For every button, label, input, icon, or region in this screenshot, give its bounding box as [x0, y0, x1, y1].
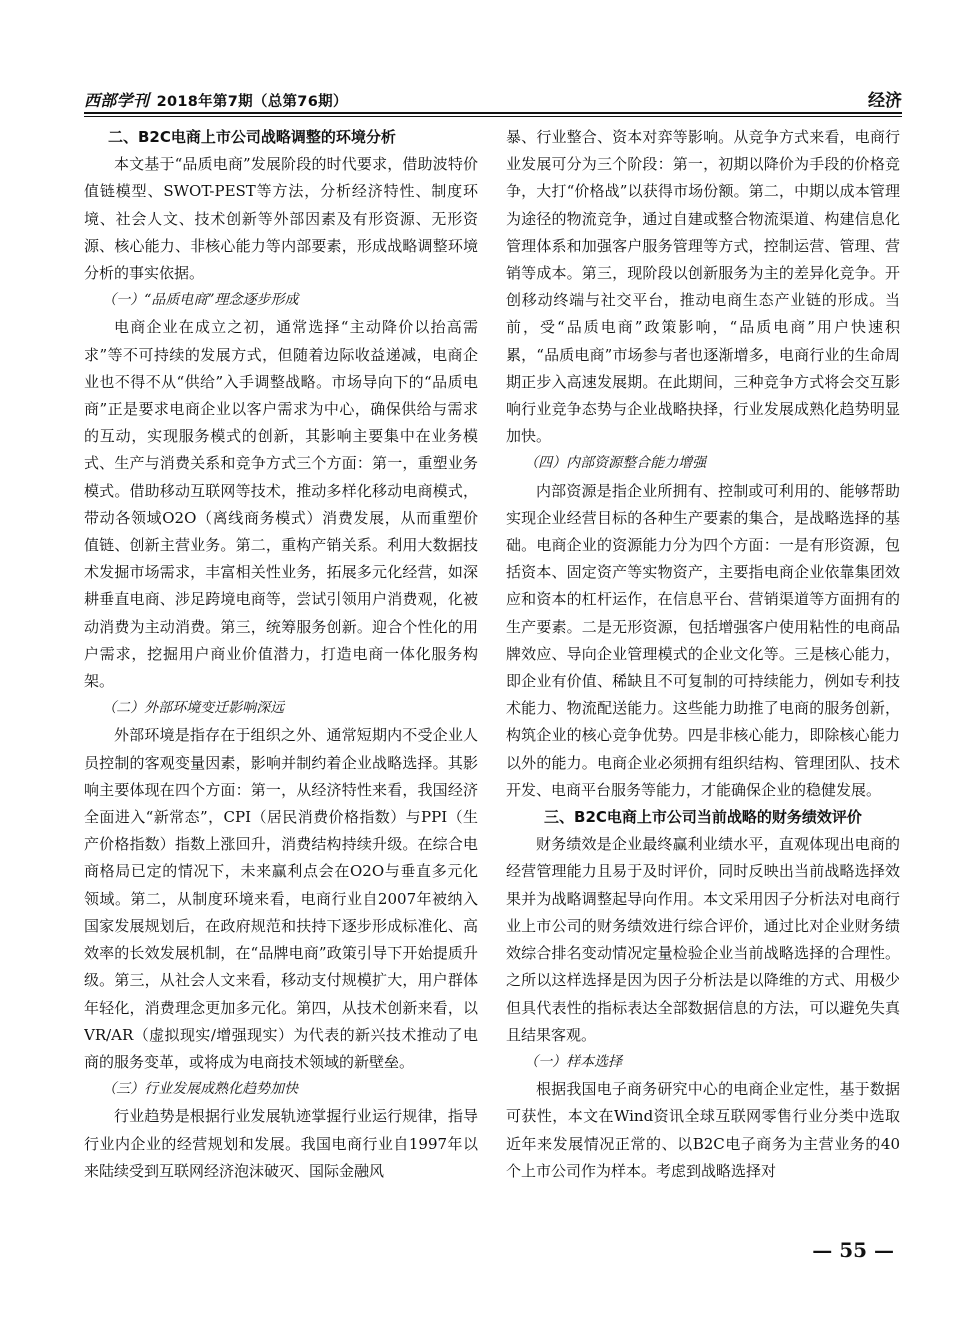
subsection-heading-5: （一）样本选择: [524, 1053, 623, 1070]
header-rule-thin: [84, 116, 902, 117]
paragraph-quality-ecommerce: 电商企业在成立之初，通常选择“主动降价以抬高需求”等不可持续的发展方式，但随着边际收益递减，电商企业也不得不从“供给”入手调整战略。市场导向下的“品质电商”正是要求电商企业以客户需求为中心，确保供给与需求的互动，实现服务模式的创新，其影响主要集中在业务模式、生产与消费关系和竞争方式三个方面：第一，重塑业务模式。借助移动互联网等技术，推动多样化移动电商模式，带动各领域O2O（离线商务模式）消费发展，从而重塑价值链、创新主营业务。第二，重构产销关系。利用大数据技术发掘市场需求，丰富相关性业务，拓展多元化经营，如深耕垂直电商、涉足跨境电商等，尝试引领用户消费观，化被动消费为主动消费。第三，统筹服务创新。迎合个性化的用户需求，挖掘用户商业价值潜力，打造电商一体化服务构架。: [84, 318, 478, 691]
paragraph-intro: 本文基于“品质电商”发展阶段的时代要求，借助波特价值链模型、SWOT-PEST等方法，分析经济特性、制度环境、社会人文、技术创新等外部因素及有形资源、无形资源、核心能力、非核心能力等内部要素，形成战略调整环境分析的事实依据。: [84, 155, 478, 283]
subsection-heading-1: （一）“品质电商”理念逐步形成: [102, 292, 299, 309]
paragraph-external-environment: 外部环境是指存在于组织之外、通常短期内不受企业人员控制的客观变量因素，影响并制约着企业战略选择。其影响主要体现在四个方面：第一，从经济特性来看，我国经济全面进入“新常态”，CPI（居民消费价格指数）与PPI（生产价格指数）指数上涨回升，消费结构持续升级。在综合电商格局已定的情况下，未来赢利点会在O2O与垂直多元化领域。第二，从制度环境来看，电商行业自2007年被纳入国家发展规划后，在政府规范和扶持下逐步形成标准化、高效率的长效发展机制，在“品牌电商”政策引导下开始提质升级。第三，从社会人文来看，移动支付规模扩大，用户群体年轻化，消费理念更加多元化。第四，从技术创新来看，以VR/AR（虚拟现实/增强现实）为代表的新兴技术推动了电商的服务变革，或将成为电商技术领域的新壁垒。: [84, 726, 478, 1071]
page-number: — 55 —: [812, 1238, 894, 1262]
left-column: [84, 124, 478, 1234]
subsection-heading-4: （四）内部资源整合能力增强: [524, 455, 707, 472]
subsection-heading-3: （三）行业发展成熟化趋势加快: [102, 1081, 299, 1098]
paragraph-industry-trend: 行业趋势是根据行业发展轨迹掌握行业运行规律，指导行业内企业的经营规划和发展。我国电商行业自1997年以来陆续受到互联网经济泡沫破灭、国际金融风: [84, 1107, 478, 1180]
page-header: [84, 84, 902, 114]
paragraph-industry-trend-cont: 暴、行业整合、资本对弈等影响。从竞争方式来看，电商行业发展可分为三个阶段：第一，初期以降价为手段的价格竞争，大打“价格战”以获得市场份额。第二，中期以成本管理为途径的物流竞争，通过自建或整合物流渠道、构建信息化管理体系和加强客户服务管理等方式，控制运营、管理、营销等成本。第三，现阶段以创新服务为主的差异化竞争。开创移动终端与社交平台，推动电商生态产业链的形成。当前，受“品质电商”政策影响，“品质电商”用户快速积累，“品质电商”市场参与者也逐渐增多，电商行业的生命周期正步入高速发展期。在此期间，三种竞争方式将会交互影响行业竞争态势与企业战略抉择，行业发展成熟化趋势明显加快。: [506, 128, 900, 446]
subsection-heading-2: （二）外部环境变迁影响深远: [102, 700, 285, 717]
header-rule-thick: [84, 112, 902, 114]
section-heading-3: 三、B2C电商上市公司当前战略的财务绩效评价: [544, 808, 862, 827]
right-column: [506, 124, 900, 1234]
journal-issue: 2018年第7期（总第76期）: [156, 94, 348, 110]
paragraph-financial-performance: 财务绩效是企业最终赢利业绩水平，直观体现出电商的经营管理能力且易于及时评价，同时反映出当前战略选择效果并为战略调整起导向作用。本文采用因子分析法对电商行业上市公司的财务绩效进行综合评价，通过比对企业财务绩效综合排名变动情况定量检验企业当前战略选择的合理性。之所以这样选择是因为因子分析法是以降维的方式、用极少但具代表性的指标表达全部数据信息的方法，可以避免失真且结果客观。: [506, 835, 900, 1044]
paragraph-internal-resources: 内部资源是指企业所拥有、控制或可利用的、能够帮助实现企业经营目标的各种生产要素的集合，是战略选择的基础。电商企业的资源能力分为四个方面：一是有形资源，包括资本、固定资产等实物资产，主要指电商企业依靠集团效应和资本的杠杆运作，在信息平台、营销渠道等方面拥有的生产要素。二是无形资源，包括增强客户使用粘性的电商品牌效应、导向企业管理模式的企业文化等。三是核心能力，即企业有价值、稀缺且不可复制的可持续能力，例如专利技术能力、物流配送能力。这些能力助推了电商的服务创新，构筑企业的核心竞争优势。四是非核心能力，即除核心能力以外的能力。电商企业必须拥有组织结构、管理团队、技术开发、电商平台服务等能力，才能确保企业的稳健发展。: [506, 481, 900, 799]
section-heading-2: 二、B2C电商上市公司战略调整的环境分析: [108, 128, 396, 146]
journal-name: 西部学刊: [84, 91, 150, 110]
journal-info: [84, 88, 348, 111]
section-label: 经济: [868, 91, 902, 111]
paragraph-sample-selection: 根据我国电子商务研究中心的电商企业定性，基于数据可获性，本文在Wind资讯全球互联网零售行业分类中选取近年来发展情况正常的、以B2C电子商务为主营业务的40个上市公司作为样本。考虑到战略选择对: [506, 1080, 900, 1180]
